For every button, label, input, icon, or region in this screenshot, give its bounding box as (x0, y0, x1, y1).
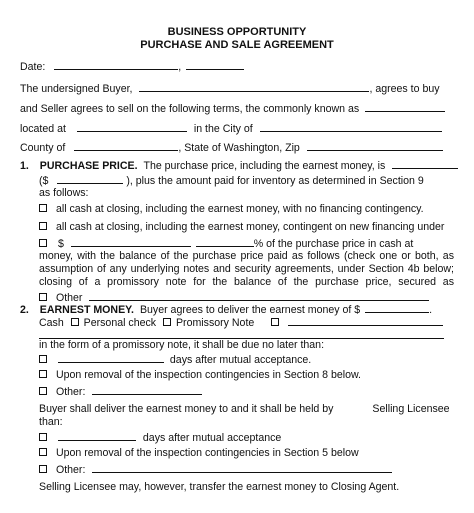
county-field[interactable] (74, 141, 178, 151)
promissory-note-label: Promissory Note (175, 317, 255, 329)
held-removal-row (39, 447, 359, 459)
due-removal-checkbox[interactable] (39, 370, 47, 378)
purchase-price-field[interactable] (392, 159, 458, 169)
county-row (20, 141, 443, 154)
due-days-row (39, 353, 311, 366)
due-days-checkbox[interactable] (39, 355, 47, 363)
section1-intro: The purchase price, including the earnest money, is (143, 160, 386, 172)
date-separator: , (178, 61, 182, 73)
section1-number: 1. (20, 160, 29, 172)
cash-label: Cash (39, 317, 64, 329)
address-field[interactable] (77, 122, 187, 132)
payment-method-row (39, 316, 443, 329)
option-percent-dollar: $ (57, 238, 64, 250)
held-other-label: Other: (55, 464, 86, 476)
held-days-field[interactable] (58, 431, 136, 441)
date-row (20, 60, 244, 73)
held-days-checkbox[interactable] (39, 433, 47, 441)
promissory-note-checkbox[interactable] (163, 318, 171, 326)
state-text: , State of Washington, Zip (178, 142, 300, 154)
county-label: County of (20, 142, 66, 154)
option-percent-row (39, 237, 413, 250)
due-days-field[interactable] (58, 353, 164, 363)
section1-heading: PURCHASE PRICE. (39, 160, 138, 172)
due-days-text: days after mutual acceptance. (169, 354, 312, 366)
than-label: than: (39, 416, 63, 428)
option-percent-line2: money, with the balance of the purchase price paid as follows (check one or both, as (39, 250, 454, 262)
property-name-field[interactable] (365, 102, 445, 112)
city-label: in the City of (193, 123, 253, 135)
location-row (20, 122, 442, 135)
other-payment-checkbox[interactable] (271, 318, 279, 326)
year-field[interactable] (186, 60, 244, 70)
earnest-amount-field[interactable] (365, 303, 429, 313)
due-other-field[interactable] (92, 385, 202, 395)
held-removal-checkbox[interactable] (39, 448, 47, 456)
deliver-text: Buyer shall deliver the earnest money to and it shall be held by (39, 403, 334, 415)
option-all-cash-text: all cash at closing, including the earnest money, with no financing contingency. (55, 203, 424, 215)
plus-inventory-text: ), plus the amount paid for inventory as determined in Section 9 (126, 175, 424, 187)
option-all-cash-row (39, 203, 424, 215)
due-other-checkbox[interactable] (39, 387, 47, 395)
held-other-field[interactable] (92, 463, 392, 473)
due-other-row (39, 385, 202, 398)
deliver-row (39, 403, 450, 415)
due-other-label: Other: (55, 386, 86, 398)
seller-text: and Seller agrees to sell on the following terms, the commonly known as (20, 103, 360, 115)
other-payment-field[interactable] (288, 316, 443, 326)
option-percent-text: % of the purchase price in cash at (253, 238, 414, 250)
seller-row (20, 102, 445, 115)
held-removal-text: Upon removal of the inspection contingencies in Section 5 below (55, 447, 359, 459)
promissory-due-text: in the form of a promissory note, it shall be due no later than: (39, 339, 325, 351)
option-percent-amount-field[interactable] (71, 237, 191, 247)
document-title: BUSINESS OPPORTUNITY (167, 26, 307, 38)
option-percent-checkbox[interactable] (39, 239, 47, 247)
held-days-row (39, 431, 281, 444)
price-figure-field[interactable] (57, 174, 123, 184)
option-percent-value-field[interactable] (196, 237, 254, 247)
due-removal-row (39, 369, 361, 381)
due-removal-text: Upon removal of the inspection contingencies in Section 8 below. (55, 369, 362, 381)
personal-check-label: Personal check (83, 317, 157, 329)
price-figure-row (39, 174, 424, 187)
held-other-checkbox[interactable] (39, 465, 47, 473)
document-subtitle: PURCHASE AND SALE AGREEMENT (140, 39, 334, 51)
option-financing-row (39, 221, 444, 233)
dollar-open: ($ (39, 175, 49, 187)
city-field[interactable] (260, 122, 442, 132)
date-field[interactable] (54, 60, 178, 70)
option-other-field[interactable] (89, 291, 429, 301)
option-percent-line3: assumption of any underlying notes and security agreements, under Section 4b below; (39, 263, 454, 275)
selling-licensee-label: Selling Licensee (372, 403, 450, 415)
as-follows: as follows: (39, 187, 89, 199)
section1-heading-row (20, 159, 458, 172)
buyer-row (20, 82, 440, 95)
option-other-checkbox[interactable] (39, 293, 47, 301)
held-other-row (39, 463, 392, 476)
section2-heading-row: 2. EARNEST MONEY. Buyer agrees to deliver the earnest money of $ . (20, 304, 433, 316)
section2-intro: Buyer agrees to deliver the earnest money of $ (139, 304, 361, 316)
personal-check-checkbox[interactable] (71, 318, 79, 326)
payment-blank-field[interactable] (39, 329, 444, 339)
transfer-footer: Selling Licensee may, however, transfer the earnest money to Closing Agent. (39, 481, 400, 493)
buyer-name-field[interactable] (139, 82, 369, 92)
option-financing-text: all cash at closing, including the earnest money, contingent on new financing under (55, 221, 445, 233)
buyer-label: The undersigned Buyer, (20, 83, 133, 95)
buyer-suffix: , agrees to buy (369, 83, 440, 95)
held-days-text: days after mutual acceptance (142, 432, 282, 444)
option-all-cash-checkbox[interactable] (39, 204, 47, 212)
zip-field[interactable] (307, 141, 443, 151)
option-other-label: Other (55, 292, 83, 304)
section2-number: 2. (20, 304, 29, 316)
date-label: Date: (20, 61, 46, 73)
section2-heading: EARNEST MONEY. (39, 304, 134, 316)
option-financing-checkbox[interactable] (39, 222, 47, 230)
located-label: located at (20, 123, 66, 135)
option-percent-line4: closing of a promissory note for the balance of the purchase price, secured as (39, 276, 454, 288)
